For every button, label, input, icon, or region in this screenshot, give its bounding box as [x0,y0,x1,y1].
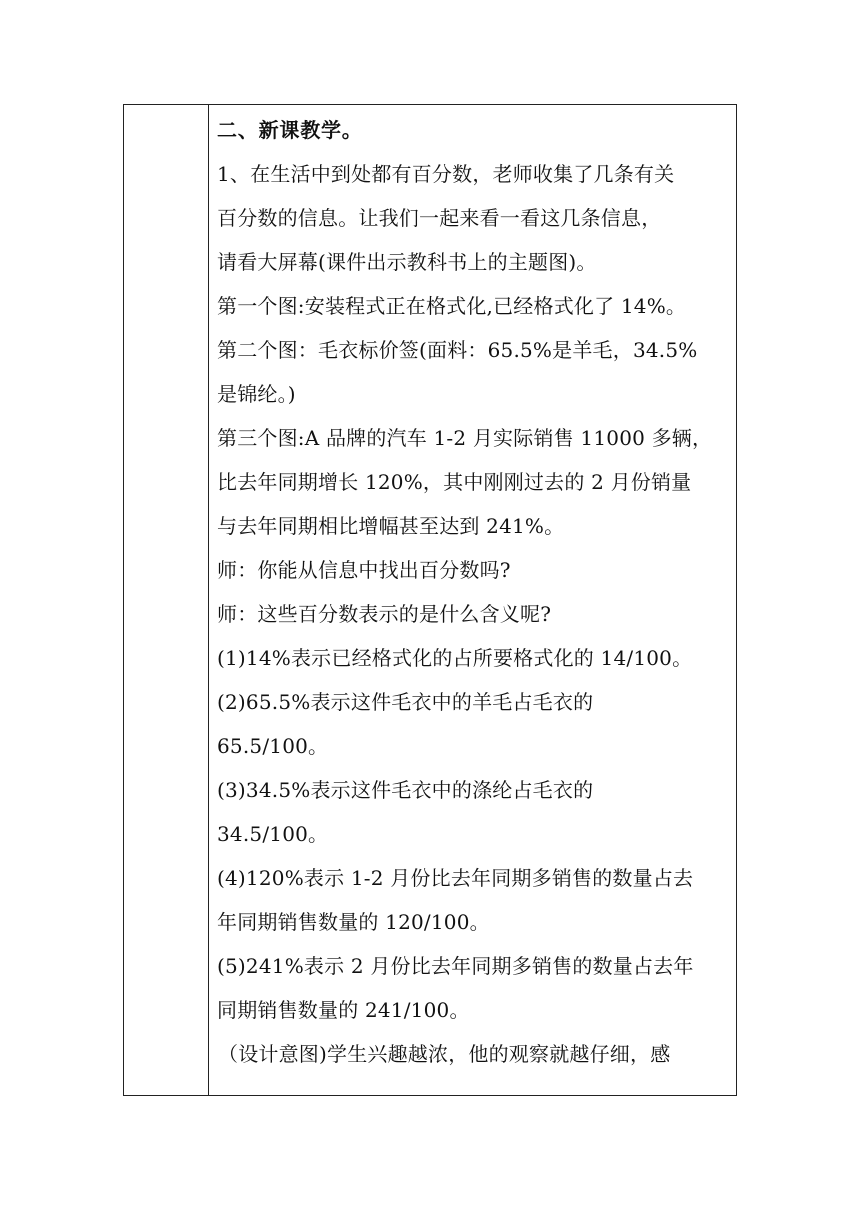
text-line: 与去年同期相比增幅甚至达到 241%。 [217,514,565,538]
text-line: 第一个图:安装程式正在格式化,已经格式化了 14%。 [217,294,687,318]
lesson-table [123,104,737,1096]
text-line: 34.5/100。 [217,822,329,846]
text-line: （设计意图)学生兴趣越浓，他的观察就越仔细，感 [218,1042,671,1066]
lesson-content-cell [217,113,731,1083]
column-divider [208,105,209,1095]
text-line: (3)34.5%表示这件毛衣中的涤纶占毛衣的 [217,778,594,802]
text-line: 1、在生活中到处都有百分数，老师收集了几条有关 [217,162,675,186]
text-line: (1)14%表示已经格式化的占所要格式化的 14/100。 [217,646,693,670]
text-line: 第三个图:A 品牌的汽车 1-2 月实际销售 11000 多辆， [217,426,713,450]
text-line: 师：你能从信息中找出百分数吗? [217,558,511,582]
text-line: (5)241%表示 2 月份比去年同期多销售的数量占去年 [217,954,694,978]
text-line: 请看大屏幕(课件出示教科书上的主题图)。 [217,250,597,274]
text-line: (4)120%表示 1-2 月份比去年同期多销售的数量占去 [217,866,694,890]
text-line: 年同期销售数量的 120/100。 [217,910,490,934]
text-line: 比去年同期增长 120%，其中刚刚过去的 2 月份销量 [217,470,692,494]
section-heading: 二、新课教学。 [217,118,363,142]
table-left-cell [124,105,208,1095]
text-line: 师：这些百分数表示的是什么含义呢? [217,602,552,626]
text-line: 第二个图：毛衣标价签(面料：65.5%是羊毛，34.5% [217,338,698,362]
text-line: 同期销售数量的 241/100。 [217,998,470,1022]
text-line: (2)65.5%表示这件毛衣中的羊毛占毛衣的 [217,690,594,714]
text-line: 是锦纶。) [217,382,296,406]
text-line: 百分数的信息。让我们一起来看一看这几条信息， [217,206,662,230]
text-line: 65.5/100。 [217,734,329,758]
